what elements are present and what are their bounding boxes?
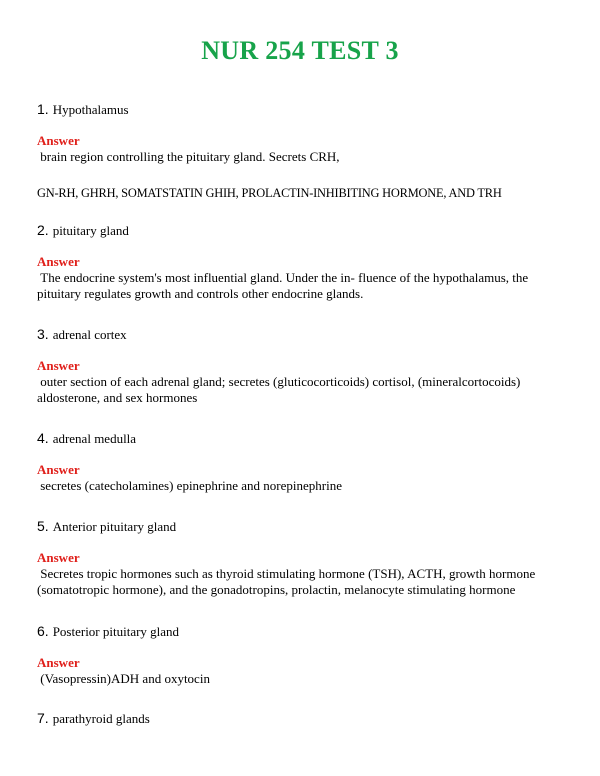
question-number: 5. <box>37 518 49 534</box>
question-number: 2. <box>37 222 49 238</box>
question-item-6 <box>37 623 567 687</box>
answer-text: brain region controlling the pituitary gland. Secrets CRH, <box>37 149 340 164</box>
question-line <box>37 710 567 726</box>
answer-label: Answer <box>37 133 80 148</box>
answer-label: Answer <box>37 462 80 477</box>
question-line <box>37 518 567 534</box>
question-item-5 <box>37 518 567 598</box>
question-line <box>37 222 567 238</box>
answer-text: Secretes tropic hormones such as thyroid stimulating hormone (TSH), ACTH, growth hormone (somatotropic hormone), and the gonadotropins, prolactin, melanocyte stimulating hormone <box>37 566 536 597</box>
answer-label: Answer <box>37 550 80 565</box>
question-term: pituitary gland <box>52 223 129 238</box>
question-term: Hypothalamus <box>52 102 129 117</box>
answer-text: (Vasopressin)ADH and oxytocin <box>37 671 210 686</box>
question-item-3 <box>37 326 567 406</box>
answer-label: Answer <box>37 655 80 670</box>
question-number: 4. <box>37 430 49 446</box>
question-line <box>37 101 567 117</box>
question-line <box>37 430 567 446</box>
question-term: Posterior pituitary gland <box>52 624 180 639</box>
question-item-4 <box>37 430 567 494</box>
answer-text: The endocrine system's most influential gland. Under the in- fluence of the hypothalamus, the pituitary regulates growth and controls other endocrine glands. <box>37 270 529 301</box>
question-term: adrenal medulla <box>52 431 137 446</box>
question-term: Anterior pituitary gland <box>52 519 177 534</box>
question-number: 6. <box>37 623 49 639</box>
answer-text: secretes (catecholamines) epinephrine and norepinephrine <box>37 478 342 493</box>
answer-text-continued: GN-RH, GHRH, SOMATSTATIN GHIH, PROLACTIN-INHIBITING HORMONE, AND TRH <box>37 186 502 200</box>
page-title: NUR 254 TEST 3 <box>201 36 399 65</box>
answer-label: Answer <box>37 358 80 373</box>
question-term: adrenal cortex <box>52 327 127 342</box>
question-line <box>37 623 567 639</box>
question-item-1 <box>37 101 567 201</box>
question-number: 7. <box>37 710 49 726</box>
answer-label: Answer <box>37 254 80 269</box>
question-number: 1. <box>37 101 49 117</box>
question-term: parathyroid glands <box>52 711 150 726</box>
question-number: 3. <box>37 326 49 342</box>
question-item-2 <box>37 222 567 302</box>
answer-text: outer section of each adrenal gland; secretes (gluticocorticoids) cortisol, (mineralcortocoids) aldosterone, and sex hormones <box>37 374 521 405</box>
question-item-7 <box>37 710 567 726</box>
question-line <box>37 326 567 342</box>
